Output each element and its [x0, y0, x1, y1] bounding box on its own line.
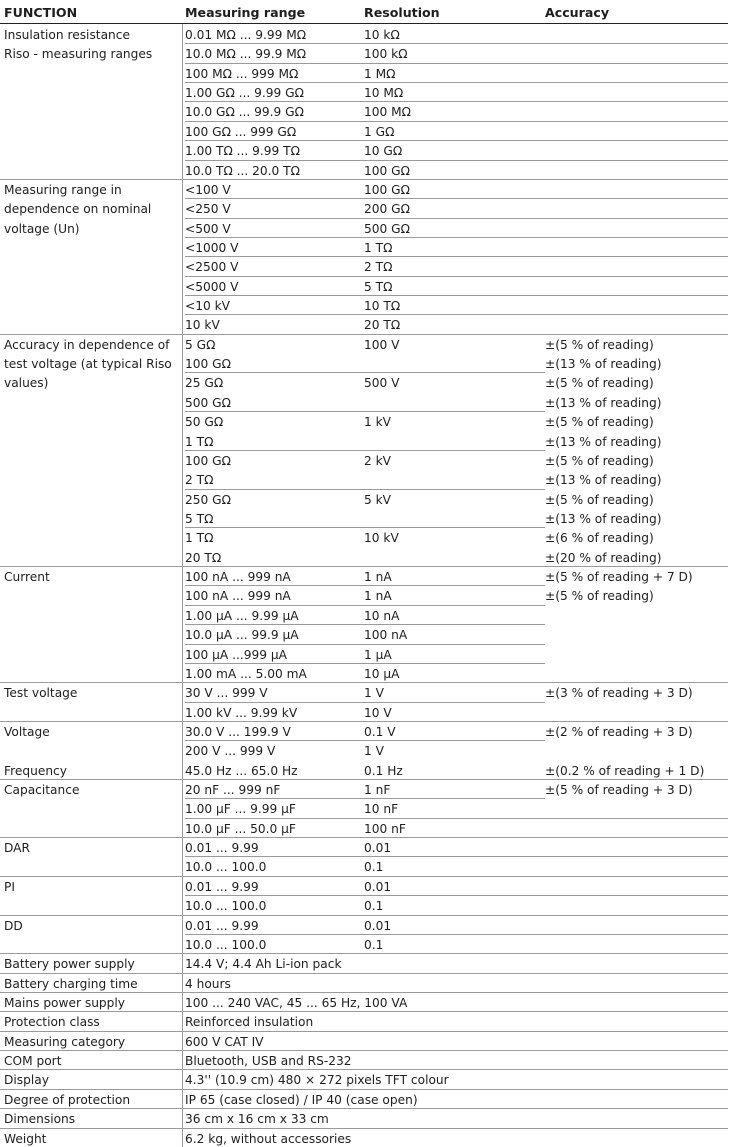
header-resolution: Resolution — [364, 5, 440, 20]
row-divider — [185, 934, 728, 935]
spec-value: 6.2 kg, without accessories — [185, 1132, 352, 1146]
column-divider — [182, 953, 183, 1147]
range-value: 10.0 µF ... 50.0 µF — [185, 822, 296, 836]
range-value: <5000 V — [185, 280, 239, 294]
range-value: <10 kV — [185, 299, 230, 313]
range-value: 10.0 ... 100.0 — [185, 938, 267, 952]
range-value: 25 GΩ — [185, 376, 224, 390]
accuracy-value: ±(5 % of reading) — [545, 493, 654, 507]
range-value: 10.0 µA ... 99.9 µA — [185, 628, 299, 642]
resolution-value: 1 nA — [364, 589, 392, 603]
resolution-value: 100 nF — [364, 822, 406, 836]
range-value: 1.00 TΩ ... 9.99 TΩ — [185, 144, 300, 158]
accuracy-value: ±(5 % of reading + 7 D) — [545, 570, 693, 584]
accuracy-value: ±(13 % of reading) — [545, 473, 662, 487]
row-divider — [185, 218, 728, 219]
row-divider — [185, 295, 728, 296]
range-value: 100 GΩ — [185, 357, 231, 371]
group-divider — [0, 179, 728, 180]
resolution-value: 1 V — [364, 686, 384, 700]
resolution-value: 10 V — [364, 706, 392, 720]
spec-value: 100 ... 240 VAC, 45 ... 65 Hz, 100 VA — [185, 996, 408, 1010]
group-divider — [0, 334, 728, 335]
resolution-value: 500 GΩ — [364, 222, 410, 236]
group-divider — [0, 837, 728, 838]
range-value: 100 MΩ ... 999 MΩ — [185, 67, 299, 81]
resolution-value: 200 GΩ — [364, 202, 410, 216]
resolution-value: 100 nA — [364, 628, 408, 642]
row-divider — [185, 82, 728, 83]
header-measuring-range: Measuring range — [185, 5, 306, 20]
range-value: 500 GΩ — [185, 396, 231, 410]
resolution-value: 10 kΩ — [364, 28, 400, 42]
range-value: 10 kV — [185, 318, 220, 332]
resolution-value: 20 TΩ — [364, 318, 401, 332]
accuracy-value: ±(20 % of reading) — [545, 551, 662, 565]
resolution-value: 5 TΩ — [364, 280, 393, 294]
accuracy-value: ±(5 % of reading) — [545, 589, 654, 603]
spec-value: IP 65 (case closed) / IP 40 (case open) — [185, 1093, 418, 1107]
resolution-value: 100 GΩ — [364, 164, 410, 178]
range-value: 2 TΩ — [185, 473, 214, 487]
spec-divider — [0, 992, 728, 993]
range-value: 1.00 µA ... 9.99 µA — [185, 609, 299, 623]
column-divider — [182, 721, 183, 760]
resolution-value: 10 GΩ — [364, 144, 403, 158]
resolution-value: 10 MΩ — [364, 86, 404, 100]
function-label: DD — [4, 919, 23, 933]
resolution-value: 0.01 — [364, 841, 392, 855]
header-accuracy: Accuracy — [545, 5, 610, 20]
function-label: PI — [4, 880, 15, 894]
range-value: 100 GΩ ... 999 GΩ — [185, 125, 297, 139]
accuracy-value: ±(5 % of reading + 3 D) — [545, 783, 693, 797]
resolution-value: 10 nA — [364, 609, 400, 623]
resolution-value: 1 MΩ — [364, 67, 396, 81]
row-divider — [185, 702, 545, 703]
range-value: 50 GΩ — [185, 415, 224, 429]
accuracy-value: ±(2 % of reading + 3 D) — [545, 725, 693, 739]
resolution-value: 100 kΩ — [364, 47, 408, 61]
range-value: <250 V — [185, 202, 231, 216]
range-value: 0.01 MΩ ... 9.99 MΩ — [185, 28, 307, 42]
row-divider — [185, 140, 728, 141]
column-divider — [182, 915, 183, 954]
range-value: 0.01 ... 9.99 — [185, 919, 259, 933]
row-divider — [185, 527, 545, 528]
spec-divider — [0, 973, 728, 974]
column-divider — [182, 334, 183, 566]
range-value: 100 nA ... 999 nA — [185, 570, 291, 584]
resolution-value: 0.1 V — [364, 725, 396, 739]
range-value: <2500 V — [185, 260, 239, 274]
resolution-value: 100 MΩ — [364, 105, 411, 119]
row-divider — [185, 198, 728, 199]
range-value: 0.01 ... 9.99 — [185, 841, 259, 855]
accuracy-value: ±(5 % of reading) — [545, 338, 654, 352]
function-label: Measuring range in — [4, 183, 122, 197]
resolution-value: 0.1 — [364, 899, 384, 913]
resolution-value: 100 V — [364, 338, 400, 352]
accuracy-value: ±(3 % of reading + 3 D) — [545, 686, 693, 700]
function-label: voltage (Un) — [4, 222, 80, 236]
column-divider — [182, 24, 183, 179]
accuracy-value: ±(13 % of reading) — [545, 357, 662, 371]
spec-divider — [0, 1108, 728, 1109]
table-header — [0, 0, 728, 24]
resolution-value: 2 kV — [364, 454, 392, 468]
resolution-value: 10 nF — [364, 802, 399, 816]
row-divider — [185, 740, 545, 741]
spec-divider — [0, 1011, 728, 1012]
function-label: Accuracy in dependence of — [4, 338, 170, 352]
function-label: Test voltage — [4, 686, 78, 700]
resolution-value: 500 V — [364, 376, 400, 390]
function-label: Riso - measuring ranges — [4, 47, 153, 61]
spec-divider — [0, 1050, 728, 1051]
spec-label: Protection class — [4, 1015, 100, 1029]
function-label: Frequency — [4, 764, 67, 778]
spec-divider — [0, 1089, 728, 1090]
range-value: 1.00 mA ... 5.00 mA — [185, 667, 307, 681]
accuracy-value: ±(5 % of reading) — [545, 454, 654, 468]
spec-label: Weight — [4, 1132, 47, 1146]
resolution-value: 5 kV — [364, 493, 392, 507]
group-divider — [0, 721, 728, 722]
group-divider — [0, 876, 728, 877]
range-value: 1 TΩ — [185, 435, 214, 449]
column-divider — [182, 566, 183, 682]
accuracy-value: ±(6 % of reading) — [545, 531, 654, 545]
row-divider — [185, 663, 545, 664]
row-divider — [185, 276, 728, 277]
resolution-value: 1 nA — [364, 570, 392, 584]
column-divider — [182, 779, 183, 837]
function-label: Capacitance — [4, 783, 80, 797]
row-divider — [185, 314, 728, 315]
row-divider — [185, 160, 728, 161]
spec-value: 600 V CAT IV — [185, 1035, 264, 1049]
range-value: 30.0 V ... 199.9 V — [185, 725, 291, 739]
resolution-value: 0.1 — [364, 938, 384, 952]
resolution-value: 10 kV — [364, 531, 399, 545]
spec-label: Degree of protection — [4, 1093, 131, 1107]
resolution-value: 100 GΩ — [364, 183, 410, 197]
accuracy-value: ±(5 % of reading) — [545, 415, 654, 429]
spec-label: Mains power supply — [4, 996, 126, 1010]
resolution-value: 0.1 Hz — [364, 764, 403, 778]
row-divider — [185, 798, 545, 799]
accuracy-value: ±(13 % of reading) — [545, 396, 662, 410]
row-divider — [185, 450, 545, 451]
group-divider — [0, 779, 728, 780]
function-label: DAR — [4, 841, 30, 855]
column-divider — [182, 682, 183, 721]
column-divider — [182, 179, 183, 334]
resolution-value: 10 TΩ — [364, 299, 401, 313]
row-divider — [185, 585, 545, 586]
row-divider — [185, 237, 728, 238]
resolution-value: 1 nF — [364, 783, 391, 797]
column-divider — [182, 760, 183, 779]
resolution-value: 0.1 — [364, 860, 384, 874]
accuracy-value: ±(13 % of reading) — [545, 435, 662, 449]
spec-divider — [0, 1031, 728, 1032]
resolution-value: 2 TΩ — [364, 260, 393, 274]
range-value: 10.0 TΩ ... 20.0 TΩ — [185, 164, 300, 178]
row-divider — [185, 489, 545, 490]
range-value: 100 µA ...999 µA — [185, 648, 287, 662]
spec-label: Display — [4, 1073, 49, 1087]
resolution-value: 0.01 — [364, 880, 392, 894]
group-divider — [0, 915, 728, 916]
function-label: dependence on nominal — [4, 202, 152, 216]
spec-value: Reinforced insulation — [185, 1015, 314, 1029]
range-value: 10.0 GΩ ... 99.9 GΩ — [185, 105, 304, 119]
range-value: 30 V ... 999 V — [185, 686, 268, 700]
row-divider — [185, 256, 728, 257]
function-label: values) — [4, 376, 49, 390]
range-value: 250 GΩ — [185, 493, 231, 507]
function-label: Insulation resistance — [4, 28, 130, 42]
spec-label: Battery power supply — [4, 957, 135, 971]
range-value: 1.00 µF ... 9.99 µF — [185, 802, 296, 816]
resolution-value: 1 V — [364, 744, 384, 758]
range-value: 200 V ... 999 V — [185, 744, 276, 758]
range-value: 45.0 Hz ... 65.0 Hz — [185, 764, 298, 778]
range-value: 0.01 ... 9.99 — [185, 880, 259, 894]
resolution-value: 1 kV — [364, 415, 392, 429]
range-value: 20 TΩ — [185, 551, 222, 565]
resolution-value: 0.01 — [364, 919, 392, 933]
group-divider — [0, 682, 728, 683]
range-value: 5 GΩ — [185, 338, 216, 352]
row-divider — [185, 101, 728, 102]
row-divider — [185, 43, 728, 44]
resolution-value: 1 GΩ — [364, 125, 395, 139]
row-divider — [185, 605, 545, 606]
spec-label: COM port — [4, 1054, 62, 1068]
range-value: 5 TΩ — [185, 512, 214, 526]
range-value: 1 TΩ — [185, 531, 214, 545]
spec-divider — [0, 1128, 728, 1129]
spec-value: 4.3'' (10.9 cm) 480 × 272 pixels TFT colour — [185, 1073, 449, 1087]
row-divider — [185, 856, 728, 857]
row-divider — [185, 121, 728, 122]
spec-value: 4 hours — [185, 977, 231, 991]
function-label: Current — [4, 570, 50, 584]
resolution-value: 1 µA — [364, 648, 392, 662]
resolution-value: 1 TΩ — [364, 241, 393, 255]
spec-label: Dimensions — [4, 1112, 76, 1126]
header-function: FUNCTION — [4, 5, 78, 20]
resolution-value: 10 µA — [364, 667, 400, 681]
spec-value: 14.4 V; 4.4 Ah Li-ion pack — [185, 957, 342, 971]
range-value: <500 V — [185, 222, 231, 236]
spec-label: Measuring category — [4, 1035, 126, 1049]
spec-value: Bluetooth, USB and RS-232 — [185, 1054, 352, 1068]
range-value: <100 V — [185, 183, 231, 197]
row-divider — [185, 818, 728, 819]
range-value: 10.0 ... 100.0 — [185, 899, 267, 913]
accuracy-value: ±(0.2 % of reading + 1 D) — [545, 764, 705, 778]
range-value: 1.00 kV ... 9.99 kV — [185, 706, 298, 720]
accuracy-value: ±(5 % of reading) — [545, 376, 654, 390]
column-divider — [182, 876, 183, 915]
range-value: 10.0 MΩ ... 99.9 MΩ — [185, 47, 307, 61]
row-divider — [185, 63, 728, 64]
range-value: 100 GΩ — [185, 454, 231, 468]
spec-value: 36 cm x 16 cm x 33 cm — [185, 1112, 329, 1126]
range-value: 1.00 GΩ ... 9.99 GΩ — [185, 86, 304, 100]
group-divider — [0, 953, 728, 954]
group-divider — [0, 566, 728, 567]
range-value: 100 nA ... 999 nA — [185, 589, 291, 603]
function-label: test voltage (at typical Riso — [4, 357, 172, 371]
spec-label: Battery charging time — [4, 977, 138, 991]
row-divider — [185, 372, 545, 373]
column-divider — [182, 837, 183, 876]
function-label: Voltage — [4, 725, 50, 739]
row-divider — [185, 411, 545, 412]
range-value: 20 nF ... 999 nF — [185, 783, 281, 797]
range-value: <1000 V — [185, 241, 239, 255]
accuracy-value: ±(13 % of reading) — [545, 512, 662, 526]
row-divider — [185, 644, 545, 645]
range-value: 10.0 ... 100.0 — [185, 860, 267, 874]
row-divider — [185, 895, 728, 896]
spec-divider — [0, 1069, 728, 1070]
row-divider — [185, 624, 545, 625]
